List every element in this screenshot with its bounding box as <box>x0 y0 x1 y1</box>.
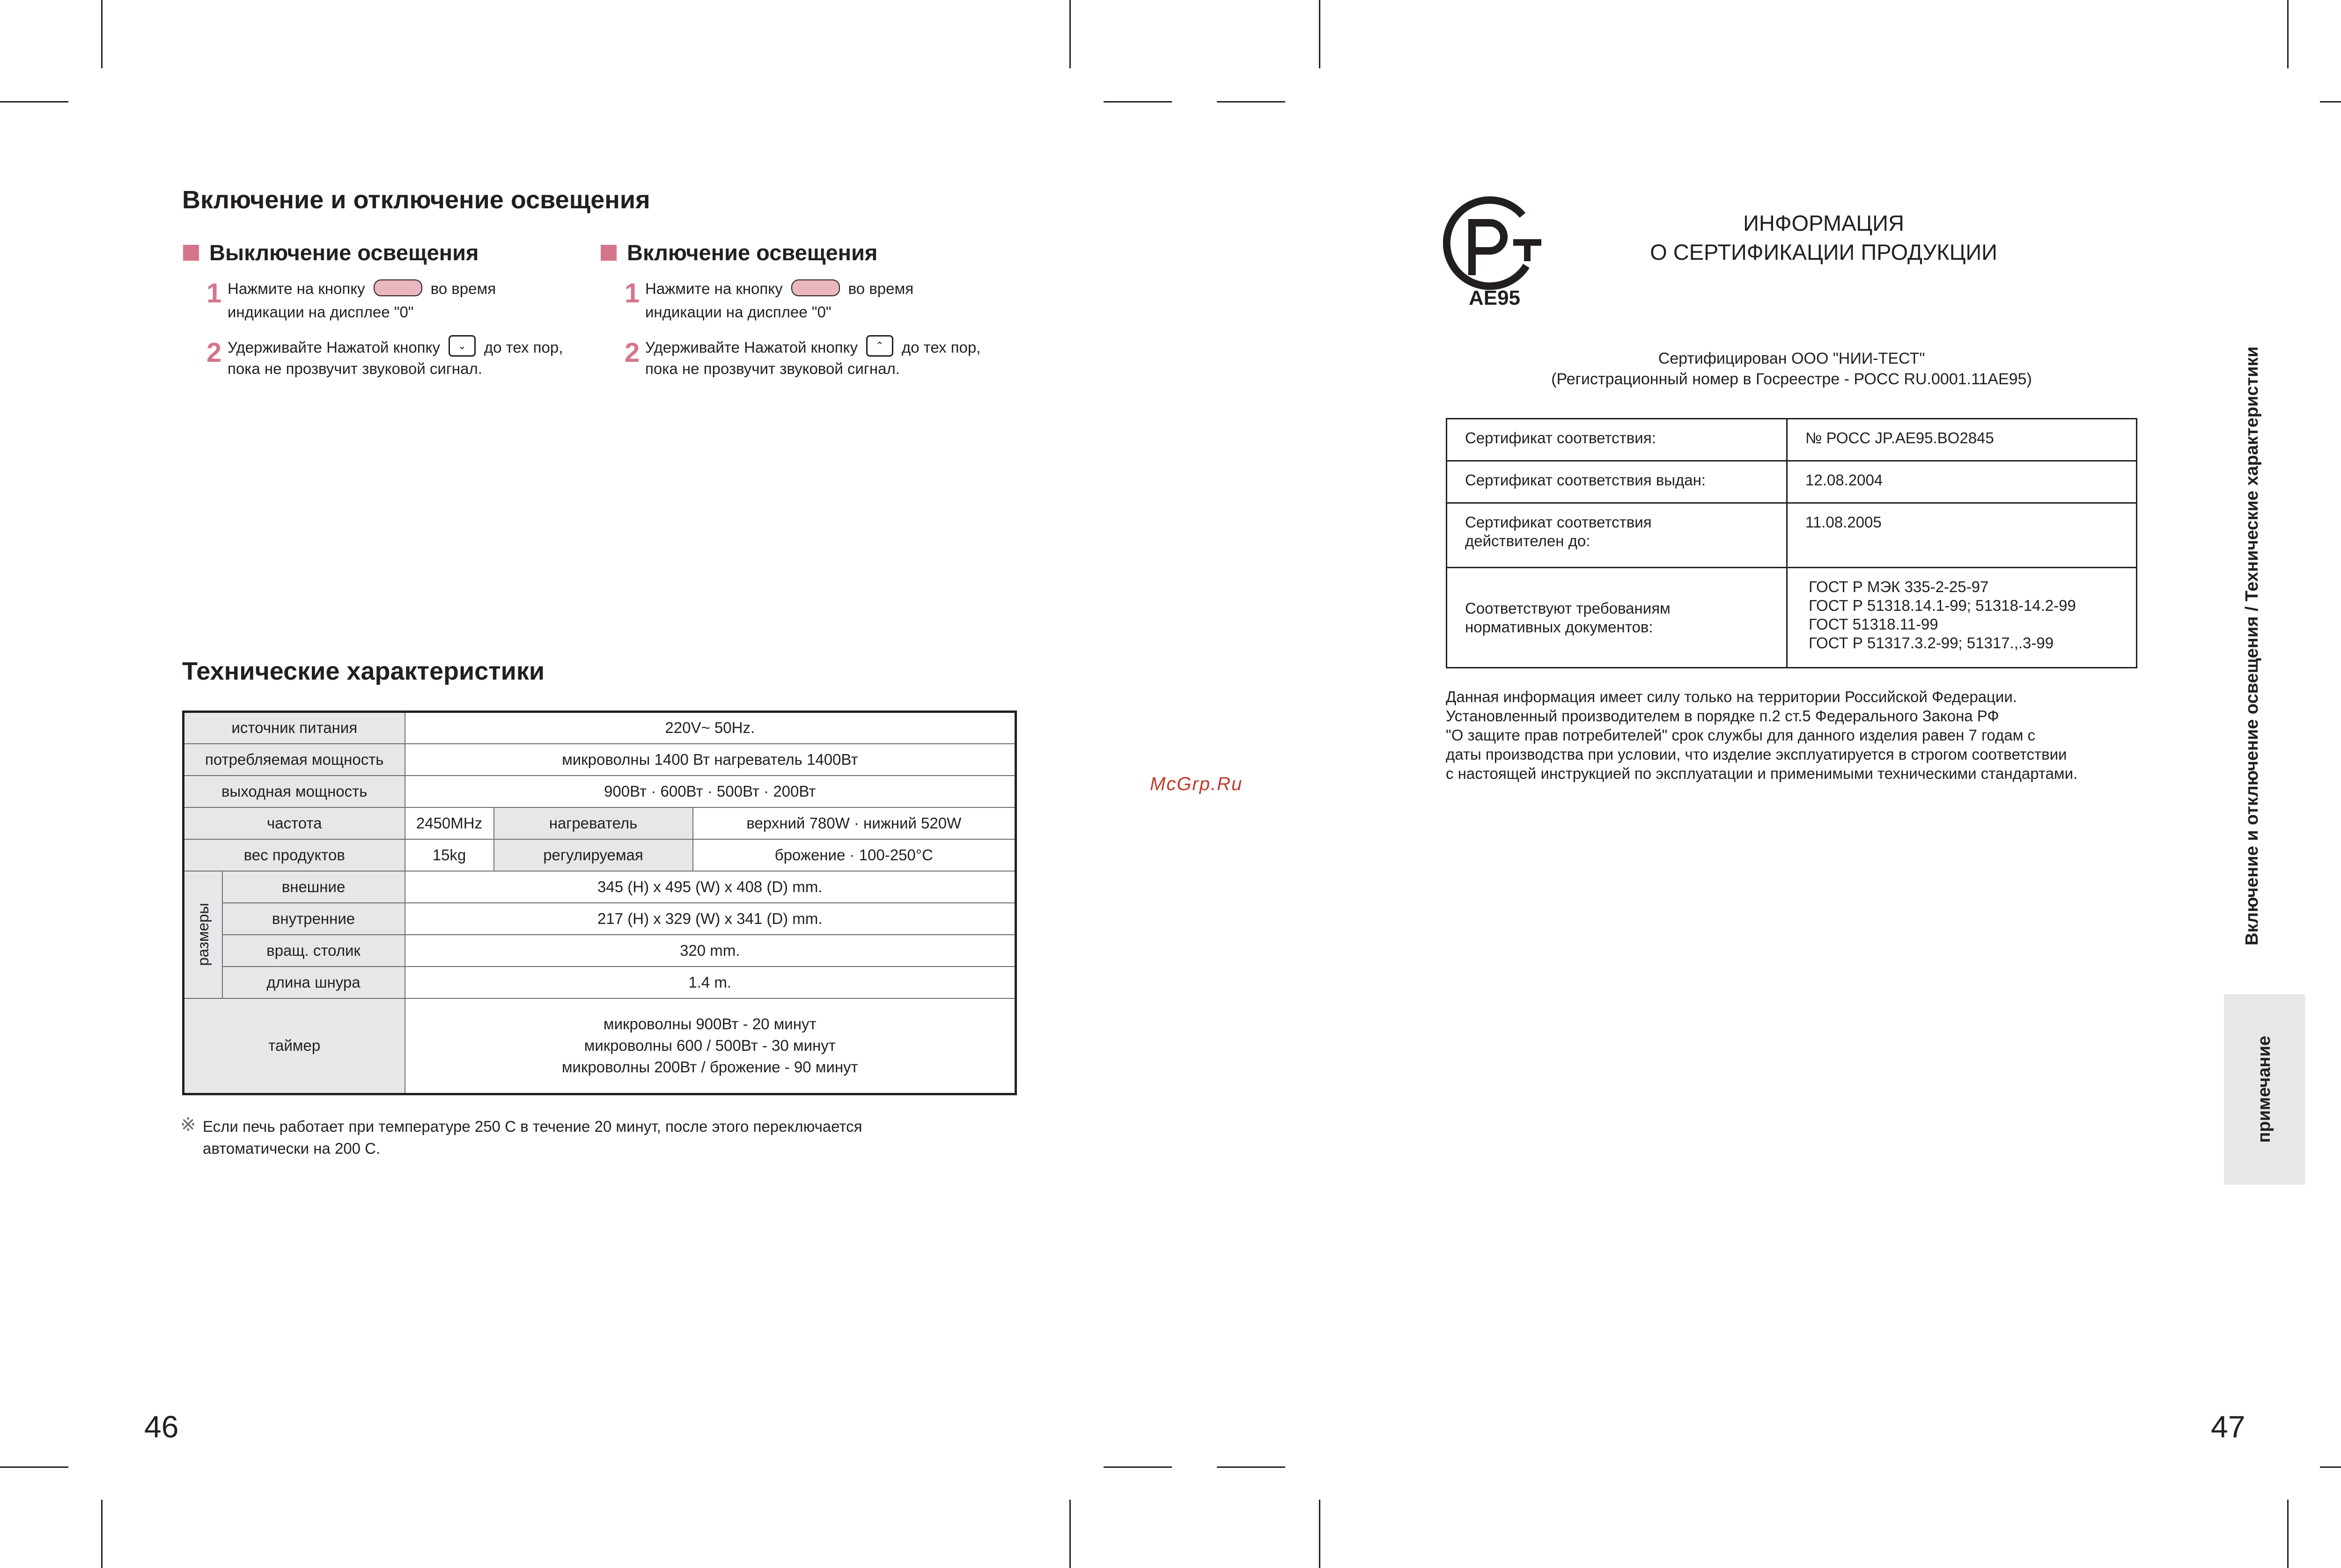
certification-title <box>1625 209 2023 267</box>
table-cell-label: потребляемая мощность <box>184 744 405 776</box>
cancel-button-icon <box>791 279 840 296</box>
step-text: Нажмите на кнопку <box>645 280 783 297</box>
table-row <box>184 776 1016 807</box>
crop-mark <box>1104 1466 1172 1468</box>
cell-line: ГОСТ Р МЭК 335-2-25-97 <box>1809 578 1989 595</box>
side-tab-note[interactable] <box>2224 994 2305 1185</box>
table-row <box>1447 568 2137 668</box>
chevron-up-icon: ⌃ <box>866 335 893 357</box>
cell-line: ГОСТ Р 51317.3.2-99; 51317.,.3-99 <box>1809 634 2054 652</box>
lighting-off-step1 <box>228 277 496 324</box>
timer-line: микроволны 900Вт - 20 минут <box>603 1015 817 1033</box>
page-number-left: 46 <box>144 1409 179 1444</box>
certification-paragraph <box>1446 687 2077 783</box>
certificate-table <box>1446 418 2137 668</box>
step-text: пока не прозвучит звуковой сигнал. <box>645 360 900 377</box>
table-cell-label: Сертификат соответствия выдан: <box>1447 461 1787 503</box>
crop-mark <box>2320 101 2341 103</box>
crop-mark <box>1069 0 1071 68</box>
table-cell-label: таймер <box>184 998 405 1094</box>
table-cell-label: выходная мощность <box>184 776 405 807</box>
table-cell-label: Сертификат соответствия: <box>1447 419 1787 461</box>
lighting-off-step2 <box>228 338 563 378</box>
lighting-on-step1 <box>645 277 913 324</box>
table-cell-label: вес продуктов <box>184 839 405 871</box>
table-row <box>184 839 1016 871</box>
table-row <box>184 807 1016 839</box>
cell-line: Сертификат соответствия <box>1465 513 1652 531</box>
lighting-off-heading-text: Выключение освещения <box>209 240 479 265</box>
table-cell-label: нагреватель <box>494 807 693 839</box>
paragraph-line: Установленный производителем в порядке п.2 ст.5 Федерального Закона РФ <box>1446 707 1999 725</box>
table-cell-value: брожение · 100-250°C <box>693 839 1016 871</box>
table-cell-value: 217 (H) x 329 (W) x 341 (D) mm. <box>405 903 1016 935</box>
side-tab-section: Включение и отключение освещения / Технические характеристики <box>2242 346 2262 945</box>
lighting-on-step2 <box>645 338 980 378</box>
cancel-button-icon <box>374 279 422 296</box>
table-row <box>184 935 1016 967</box>
side-tab-note-label: примечание <box>2254 1036 2274 1143</box>
certified-line: (Регистрационный номер в Госреестре - РОСС RU.0001.11АЕ95) <box>1551 370 2032 388</box>
table-row <box>184 744 1016 776</box>
footnote-line: Если печь работает при температуре 250 С в течение 20 минут, после этого переключается <box>203 1118 862 1135</box>
cell-line: ГОСТ 51318.11-99 <box>1809 615 1938 633</box>
table-cell-value: 220V~ 50Hz. <box>405 712 1016 744</box>
table-cell-value: микроволны 1400 Вт нагреватель 1400Вт <box>405 744 1016 776</box>
step-text: до тех пор, <box>484 338 563 356</box>
step-text: пока не прозвучит звуковой сигнал. <box>228 360 482 377</box>
certification-title-line: О СЕРТИФИКАЦИИ ПРОДУКЦИИ <box>1650 240 1997 264</box>
table-row <box>184 712 1016 744</box>
table-cell-label: длина шнура <box>222 967 405 998</box>
specs-table <box>182 711 1017 1095</box>
crop-mark <box>2320 1466 2341 1468</box>
table-cell-value: 320 mm. <box>405 935 1016 967</box>
cell-line: действителен до: <box>1465 532 1590 550</box>
certified-line: Сертифицирован ООО "НИИ-ТЕСТ" <box>1658 350 1925 367</box>
paragraph-line: "О защите прав потребителей" срок службы для данного изделия равен 7 годам с <box>1446 726 2035 744</box>
table-cell-value: 15kg <box>405 839 494 871</box>
crop-mark <box>1217 101 1285 103</box>
crop-mark <box>1217 1466 1285 1468</box>
section-title-specs: Технические характеристики <box>182 657 545 685</box>
cell-line: Соответствуют требованиям <box>1465 599 1671 617</box>
note-symbol: ※ <box>180 1114 196 1135</box>
paragraph-line: даты производства при условии, что изделие эксплуатируется в строгом соответствии <box>1446 746 2067 763</box>
timer-line: микроволны 600 / 500Вт - 30 минут <box>584 1037 836 1055</box>
table-cell-value <box>405 998 1016 1094</box>
table-row <box>184 903 1016 935</box>
table-cell-value: верхний 780W · нижний 520W <box>693 807 1016 839</box>
table-cell-value: № РОСС JP.AE95.BO2845 <box>1787 419 2137 461</box>
footnote <box>203 1115 862 1159</box>
accent-square-icon <box>183 245 199 261</box>
table-cell-label: вращ. столик <box>222 935 405 967</box>
logo-code: AE95 <box>1468 286 1521 309</box>
table-cell-value <box>1787 568 2137 668</box>
chevron-down-icon: ⌄ <box>449 335 476 357</box>
step-text: индикации на дисплее "0" <box>645 303 832 321</box>
certification-title-line: ИНФОРМАЦИЯ <box>1743 211 1904 235</box>
step-number: 1 <box>625 278 640 308</box>
timer-line: микроволны 200Вт / брожение - 90 минут <box>561 1058 858 1076</box>
table-row <box>184 871 1016 903</box>
lighting-off-heading <box>183 240 479 265</box>
lighting-on-heading <box>601 240 877 265</box>
table-cell-value: 11.08.2005 <box>1787 503 2137 568</box>
footnote-line: автоматически на 200 С. <box>203 1140 381 1157</box>
table-cell-value: 1.4 m. <box>405 967 1016 998</box>
table-cell-label: внешние <box>222 871 405 903</box>
paragraph-line: Данная информация имеет силу только на территории Российской Федерации. <box>1446 688 2017 705</box>
paragraph-line: с настоящей инструкцией по эксплуатации и применимыми техническими стандартами. <box>1446 765 2078 782</box>
table-cell-value: 900Вт · 600Вт · 500Вт · 200Вт <box>405 776 1016 807</box>
step-number: 1 <box>206 278 222 308</box>
dimensions-label: размеры <box>194 903 212 966</box>
table-cell-label: частота <box>184 807 405 839</box>
crop-mark <box>2287 0 2289 68</box>
table-cell-label <box>1447 568 1787 668</box>
certified-by <box>1446 348 2137 389</box>
table-cell-label: источник питания <box>184 712 405 744</box>
crop-mark <box>1069 1500 1071 1568</box>
step-number: 2 <box>206 337 222 368</box>
crop-mark <box>101 1500 103 1568</box>
step-text: во время <box>848 280 914 297</box>
accent-square-icon <box>601 245 617 261</box>
watermark-text: McGrp.Ru <box>1150 774 1243 794</box>
crop-mark <box>1319 0 1320 68</box>
crop-mark <box>101 0 103 68</box>
crop-mark <box>2287 1500 2289 1568</box>
table-cell-dimensions <box>184 871 222 998</box>
crop-mark <box>1319 1500 1320 1568</box>
table-cell-label <box>1447 503 1787 568</box>
table-cell-label: регулируемая <box>494 839 693 871</box>
table-row <box>1447 419 2137 461</box>
step-text: Удерживайте Нажатой кнопку <box>645 338 858 356</box>
lighting-on-heading-text: Включение освещения <box>627 240 878 265</box>
step-number: 2 <box>625 337 640 368</box>
table-row <box>1447 461 2137 503</box>
cell-line: ГОСТ Р 51318.14.1-99; 51318-14.2-99 <box>1809 597 2076 614</box>
table-cell-value: 2450MHz <box>405 807 494 839</box>
step-text: Нажмите на кнопку <box>228 280 365 297</box>
table-row <box>184 967 1016 998</box>
step-text: во время <box>430 280 496 297</box>
step-text: индикации на дисплее "0" <box>228 303 414 321</box>
table-cell-label: внутренние <box>222 903 405 935</box>
table-row <box>184 998 1016 1094</box>
crop-mark <box>0 101 68 103</box>
step-text: до тех пор, <box>901 338 981 356</box>
cell-line: нормативных документов: <box>1465 618 1653 636</box>
crop-mark <box>0 1466 68 1468</box>
table-cell-value: 12.08.2004 <box>1787 461 2137 503</box>
table-cell-value: 345 (H) x 495 (W) x 408 (D) mm. <box>405 871 1016 903</box>
table-row <box>1447 503 2137 568</box>
step-text: Удерживайте Нажатой кнопку <box>228 338 440 356</box>
section-title-lighting: Включение и отключение освещения <box>182 186 650 214</box>
page-number-right: 47 <box>2211 1409 2245 1444</box>
crop-mark <box>1104 101 1172 103</box>
